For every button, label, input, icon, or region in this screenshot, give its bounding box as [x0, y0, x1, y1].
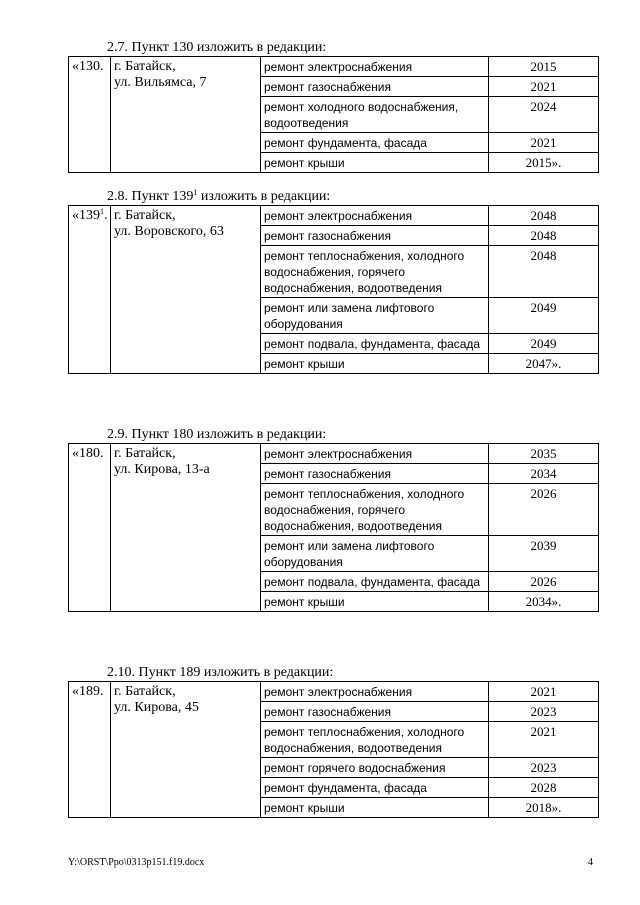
item-number: «130. — [69, 57, 111, 173]
year-cell: 2021 — [489, 133, 599, 153]
section-heading — [107, 665, 333, 681]
footer-page-number: 4 — [588, 857, 593, 868]
work-type-cell: ремонт подвала, фундамента, фасада — [261, 572, 489, 592]
work-type-cell: ремонт крыши — [261, 153, 489, 173]
year-cell: 2028 — [489, 778, 599, 798]
work-type-cell: ремонт теплоснабжения, холодного водоснабжения, горячего водоснабжения, водоотведения — [261, 484, 489, 536]
superscript: 1 — [100, 207, 104, 216]
year-cell: 2049 — [489, 334, 599, 354]
year-cell: 2015». — [489, 153, 599, 173]
table-row — [69, 57, 599, 77]
year-cell: 2049 — [489, 298, 599, 334]
item-number: «$139^1$. — [69, 206, 111, 374]
year-cell: 2023 — [489, 702, 599, 722]
year-cell: 2035 — [489, 444, 599, 464]
amendment-table — [68, 681, 599, 818]
work-type-cell: ремонт газоснабжения — [261, 226, 489, 246]
section-heading-text: 2.9. Пункт 180 изложить в редакции: — [107, 427, 327, 442]
work-type-cell: ремонт газоснабжения — [261, 464, 489, 484]
item-number: «180. — [69, 444, 111, 612]
address-cell: г. Батайск, ул. Вильямса, 7 — [111, 57, 261, 173]
year-cell: 2021 — [489, 77, 599, 97]
section-heading-tail: изложить в редакции: — [197, 189, 331, 204]
work-type-cell: ремонт теплоснабжения, холодного водоснабжения, водоотведения — [261, 722, 489, 758]
work-type-cell: ремонт горячего водоснабжения — [261, 758, 489, 778]
year-cell: 2034 — [489, 464, 599, 484]
work-type-cell: ремонт теплоснабжения, холодного водоснабжения, горячего водоснабжения, водоотведения — [261, 246, 489, 298]
table-row — [69, 682, 599, 702]
section-heading-text: 2.8. Пункт 139 — [107, 189, 194, 204]
year-cell: 2026 — [489, 484, 599, 536]
superscript: 1 — [193, 188, 198, 197]
year-cell: 2021 — [489, 722, 599, 758]
section-heading — [107, 427, 326, 443]
work-type-cell: ремонт газоснабжения — [261, 77, 489, 97]
work-type-cell: ремонт или замена лифтового оборудования — [261, 298, 489, 334]
year-cell: 2021 — [489, 682, 599, 702]
section-heading — [107, 189, 330, 205]
section-heading-text: 2.10. Пункт 189 изложить в редакции: — [107, 665, 334, 680]
year-cell: 2048 — [489, 226, 599, 246]
year-cell: 2024 — [489, 97, 599, 133]
work-type-cell: ремонт фундамента, фасада — [261, 778, 489, 798]
year-cell: 2048 — [489, 206, 599, 226]
work-type-cell: ремонт электроснабжения — [261, 57, 489, 77]
address-cell: г. Батайск, ул. Кирова, 45 — [111, 682, 261, 818]
year-cell: 2048 — [489, 246, 599, 298]
amendment-table — [68, 443, 599, 612]
year-cell: 2034». — [489, 592, 599, 612]
table-row — [69, 444, 599, 464]
year-cell: 2015 — [489, 57, 599, 77]
work-type-cell: ремонт электроснабжения — [261, 444, 489, 464]
year-cell: 2023 — [489, 758, 599, 778]
work-type-cell: ремонт газоснабжения — [261, 702, 489, 722]
address-cell: г. Батайск, ул. Воровского, 63 — [111, 206, 261, 374]
work-type-cell: ремонт подвала, фундамента, фасада — [261, 334, 489, 354]
table-row — [69, 206, 599, 226]
year-cell: 2039 — [489, 536, 599, 572]
work-type-cell: ремонт фундамента, фасада — [261, 133, 489, 153]
year-cell: 2047». — [489, 354, 599, 374]
work-type-cell: ремонт крыши — [261, 592, 489, 612]
work-type-cell: ремонт крыши — [261, 354, 489, 374]
work-type-cell: ремонт электроснабжения — [261, 682, 489, 702]
year-cell: 2026 — [489, 572, 599, 592]
section-heading-text: 2.7. Пункт 130 изложить в редакции: — [107, 40, 327, 55]
amendment-table — [68, 205, 599, 374]
year-cell: 2018». — [489, 798, 599, 818]
address-cell: г. Батайск, ул. Кирова, 13-а — [111, 444, 261, 612]
footer-file-path: Y:\ORST\Ppo\0313p151.f19.docx — [68, 857, 205, 868]
section-heading — [107, 40, 326, 56]
item-number: «189. — [69, 682, 111, 818]
work-type-cell: ремонт крыши — [261, 798, 489, 818]
work-type-cell: ремонт электроснабжения — [261, 206, 489, 226]
work-type-cell: ремонт холодного водоснабжения, водоотведения — [261, 97, 489, 133]
amendment-table — [68, 56, 599, 173]
work-type-cell: ремонт или замена лифтового оборудования — [261, 536, 489, 572]
